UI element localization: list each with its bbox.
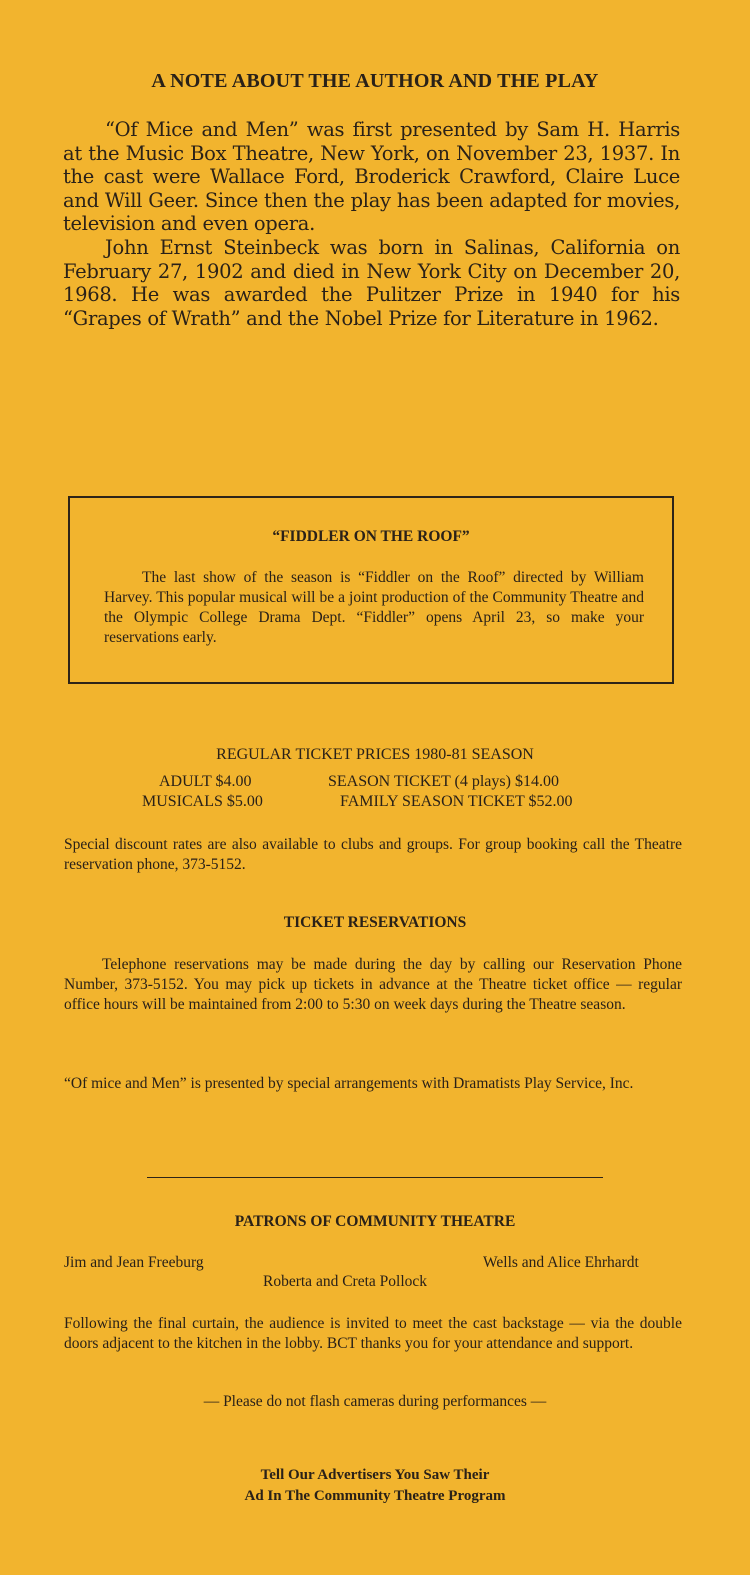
- ticket-prices-title: REGULAR TICKET PRICES 1980-81 SEASON: [216, 746, 534, 763]
- price-season-ticket: SEASON TICKET (4 plays) $14.00: [328, 773, 559, 790]
- backstage-note: [64, 1314, 682, 1354]
- fiddler-paragraph: The last show of the season is “Fiddler on the Roof” directed by William Harvey. This popular musical will be a joint production of the Community Theatre and the Olympic College Drama Dept. “Fiddler” opens April 23, so make your reservations early.: [104, 569, 644, 646]
- arrangement-text: “Of mice and Men” is presented by special arrangements with Dramatists Play Service, Inc.: [64, 1075, 634, 1092]
- reservations-title: TICKET RESERVATIONS: [283, 914, 467, 931]
- camera-notice: — Please do not flash cameras during performances —: [203, 1393, 547, 1410]
- patrons-title: PATRONS OF COMMUNITY THEATRE: [234, 1213, 516, 1230]
- reservations-body: [64, 955, 682, 1015]
- price-family-season-ticket: FAMILY SEASON TICKET $52.00: [340, 793, 573, 810]
- patron-name: Wells and Alice Ehrhardt: [483, 1254, 639, 1271]
- backstage-text: Following the final curtain, the audience is invited to meet the cast backstage — via the double doors adjacent to the kitchen in the lobby. BCT thanks you for your attendance and support.: [64, 1315, 682, 1352]
- fiddler-title: “FIDDLER ON THE ROOF”: [272, 528, 470, 545]
- note-body: [63, 118, 680, 330]
- fiddler-body: [104, 568, 644, 648]
- fiddler-announcement-box: [68, 496, 674, 684]
- patron-name: Roberta and Creta Pollock: [263, 1273, 427, 1290]
- note-title: A NOTE ABOUT THE AUTHOR AND THE PLAY: [151, 70, 599, 92]
- reservations-text: Telephone reservations may be made during the day by calling our Reservation Phone Number, 373-5152. You may pick up tickets in advance at the Theatre ticket office — regular office hours will be maintained from 2:00 to 5:30 on week days during the Theatre season.: [64, 956, 682, 1013]
- discount-note: [64, 835, 682, 875]
- patron-name: Jim and Jean Freeburg: [64, 1254, 204, 1271]
- arrangement-note: [64, 1074, 682, 1094]
- note-paragraph-1: “Of Mice and Men” was first presented by Sam H. Harris at the Music Box Theatre, New York, on November 23, 1937. In the cast were Wallace Ford, Broderick Crawford, Claire Luce and Will Geer. Since then the play has been adapted for movies, television and even opera.: [63, 118, 680, 236]
- advertisers-line-2: Ad In The Community Theatre Program: [244, 1488, 506, 1504]
- advertisers-line-1: Tell Our Advertisers You Saw Their: [260, 1467, 490, 1483]
- price-adult: ADULT $4.00: [159, 773, 252, 790]
- divider-rule: [147, 1177, 603, 1178]
- discount-note-text: Special discount rates are also available to clubs and groups. For group booking call the Theatre reservation phone, 373-5152.: [64, 836, 682, 873]
- price-musicals: MUSICALS $5.00: [142, 793, 263, 810]
- note-paragraph-2: John Ernst Steinbeck was born in Salinas, California on February 27, 1902 and died in New York City on December 20, 1968. He was awarded the Pulitzer Prize in 1940 for his “Grapes of Wrath” and the Nobel Prize for Literature in 1962.: [63, 235, 680, 330]
